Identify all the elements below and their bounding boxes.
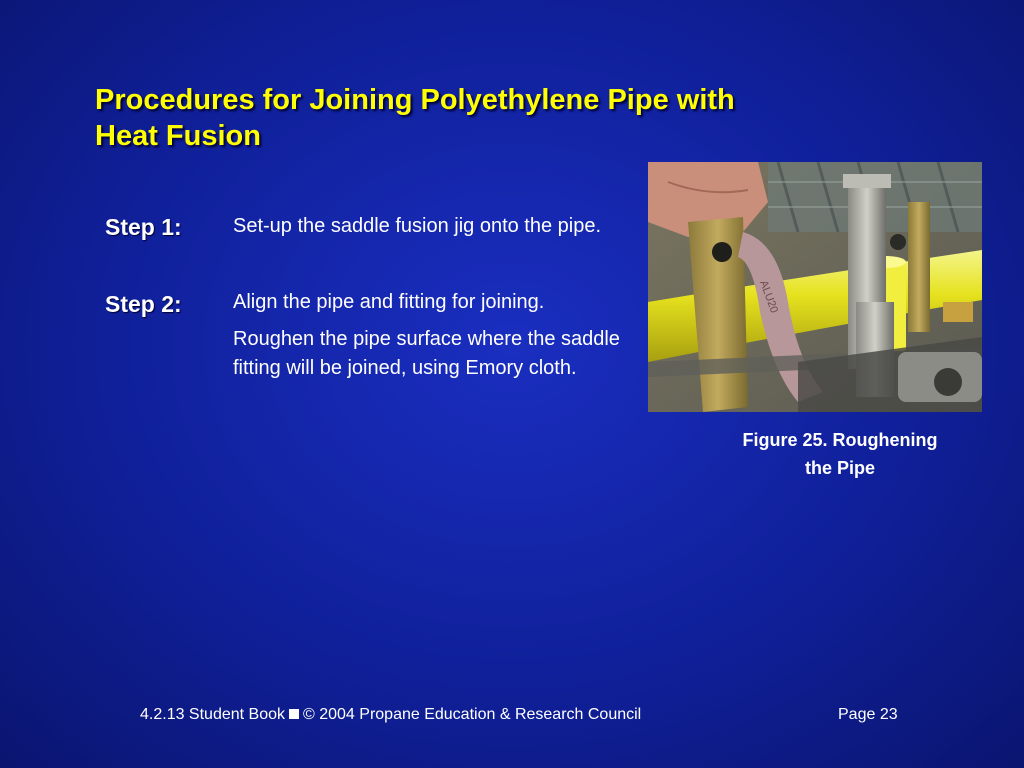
footer-page-number: Page 23 xyxy=(838,706,898,723)
figure-caption-line-1: Figure 25. Roughening xyxy=(742,430,938,450)
step-2-paragraph-1: Align the pipe and fitting for joining. xyxy=(233,291,545,313)
svg-text:ALU20: ALU20 xyxy=(757,278,780,315)
step-1-label: Step 1: xyxy=(105,214,182,240)
footer-book-label: 4.2.13 Student Book xyxy=(140,706,285,723)
bullet-square-icon xyxy=(289,709,299,719)
figure-photo xyxy=(648,162,982,412)
step-2-paragraph-2: Roughen the pipe surface where the saddle fitting will be joined, using Emory cloth. xyxy=(233,328,620,379)
slide-title-line-2: Heat Fusion xyxy=(95,120,261,152)
slide-title xyxy=(95,82,875,154)
step-2-text xyxy=(233,288,653,391)
step-1-paragraph: Set-up the saddle fusion jig onto the pipe. xyxy=(233,215,602,237)
figure-caption xyxy=(690,426,990,482)
slide-title-line-1: Procedures for Joining Polyethylene Pipe with xyxy=(95,84,735,116)
footer-copyright: © 2004 Propane Education & Research Council xyxy=(303,706,642,723)
footer-left xyxy=(140,706,641,724)
step-1-text xyxy=(233,212,653,249)
pipe-roughening-illustration xyxy=(648,162,982,412)
step-2-label: Step 2: xyxy=(105,291,182,317)
figure-caption-line-2: the Pipe xyxy=(804,458,875,478)
